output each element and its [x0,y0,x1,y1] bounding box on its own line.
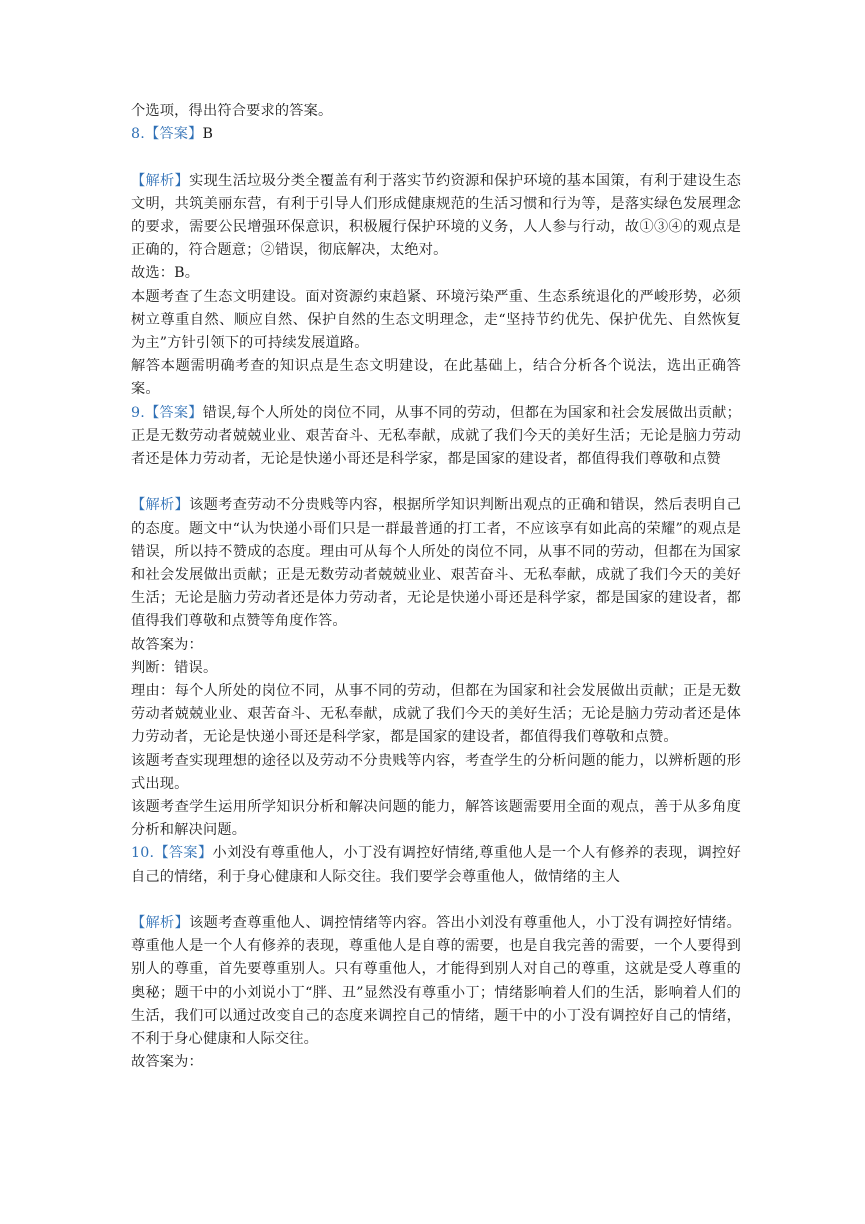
text-paragraph: 解答本题需明确考查的知识点是生态文明建设，在此基础上，结合分析各个说法，选出正确答案。 [131,358,741,398]
text-paragraph: 该题考查学生运用所学知识分析和解决问题的能力，解答该题需要用全面的观点，善于从多角度分析和解决问题。 [131,799,741,839]
analysis-paragraph [131,170,741,263]
text-paragraph: 本题考查了生态文明建设。面对资源约束趋紧、环境污染严重、生态系统退化的严峻形势，必须树立尊重自然、顺应自然、保护自然的生态文明理念，走“坚持节约优先、保护优先、自然恢复为主”方针引领下的可持续发展道路。 [131,288,741,352]
answer-tag: 【答案】 [144,404,203,421]
text-paragraph: 故答案为： [131,1054,203,1071]
analysis-paragraph [131,494,741,633]
analysis-paragraph [131,912,741,1051]
analysis-tag: 【解析】 [131,915,190,932]
text-paragraph: 判断：错误。 [131,659,218,676]
answer-paragraph [131,123,741,146]
analysis-text: 该题考查尊重他人、调控情绪等内容。答出小刘没有尊重他人，小丁没有调控好情绪。尊重他人是一个人有修养的表现，尊重他人是自尊的需要，也是自我完善的需要，一个人要得到别人的尊重，首先要尊重别人。只有尊重他人，才能得到别人对自己的尊重，这就是受人尊重的奥秘；题干中的小刘说小丁“胖、丑”显然没有尊重小丁；情绪影响着人们的生活，影响着人们的生活，我们可以通过改变自己的态度来调控自己的情绪，题干中的小丁没有调控好自己的情绪，不利于身心健康和人际交往。 [131,915,741,1048]
document-page [131,100,741,1074]
text-paragraph: 个选项，得出符合要求的答案。 [131,103,333,119]
answer-text: 错误,每个人所处的岗位不同，从事不同的劳动，但都在为国家和社会发展做出贡献；正是无数劳动者兢兢业业、艰苦奋斗、无私奉献，成就了我们今天的美好生活；无论是脑力劳动者还是体力劳动者，无论是快递小哥还是科学家，都是国家的建设者，都值得我们尊敬和点赞 [131,404,741,468]
text-paragraph: 故选：B。 [131,265,200,282]
answer-tag: 【答案】 [154,845,213,862]
analysis-text: 实现生活垃圾分类全覆盖有利于落实节约资源和保护环境的基本国策，有利于建设生态文明，共筑美丽东营，有利于引导人们形成健康规范的生活习惯和行为等，是落实绿色发展理念的要求，需要公民增强环保意识，积极履行保护环境的义务，人人参与行动，故①③④的观点是正确的，符合题意；②错误，彻底解决，太绝对。 [131,172,741,259]
blank-line [131,146,741,169]
analysis-tag: 【解析】 [131,497,190,514]
answer-paragraph [131,402,741,472]
answer-tag: 【答案】 [144,126,203,143]
text-paragraph: 该题考查实现理想的途径以及劳动不分贵贱等内容，考查学生的分析问题的能力，以辨析题的形式出现。 [131,752,741,792]
question-number: 9. [131,404,145,421]
answer-text: 小刘没有尊重他人，小丁没有调控好情绪,尊重他人是一个人有修养的表现，调控好自己的情绪，利于身心健康和人际交往。我们要学会尊重他人，做情绪的主人 [131,845,741,885]
answer-text: B [202,126,214,143]
text-paragraph: 故答案为： [131,636,203,653]
answer-paragraph [131,842,741,888]
analysis-text: 该题考查劳动不分贵贱等内容，根据所学知识判断出观点的正确和错误，然后表明自己的态度。题文中“认为快递小哥们只是一群最普通的打工者，不应该享有如此高的荣耀”的观点是错误，所以持不赞成的态度。理由可从每个人所处的岗位不同，从事不同的劳动，但都在为国家和社会发展做出贡献；正是无数劳动者兢兢业业、艰苦奋斗、无私奉献，成就了我们今天的美好生活；无论是脑力劳动者还是体力劳动者，无论是快递小哥还是科学家，都是国家的建设者，都值得我们尊敬和点赞等角度作答。 [131,497,741,630]
question-number: 10. [131,845,155,862]
analysis-tag: 【解析】 [131,172,190,189]
question-number: 8. [131,126,145,143]
blank-line [131,889,741,912]
text-paragraph: 理由：每个人所处的岗位不同，从事不同的劳动，但都在为国家和社会发展做出贡献；正是无数劳动者兢兢业业、艰苦奋斗、无私奉献，成就了我们今天的美好生活；无论是脑力劳动者还是体力劳动者，无论是快递小哥还是科学家，都是国家的建设者，都值得我们尊敬和点赞。 [131,683,741,746]
blank-line [131,471,741,494]
